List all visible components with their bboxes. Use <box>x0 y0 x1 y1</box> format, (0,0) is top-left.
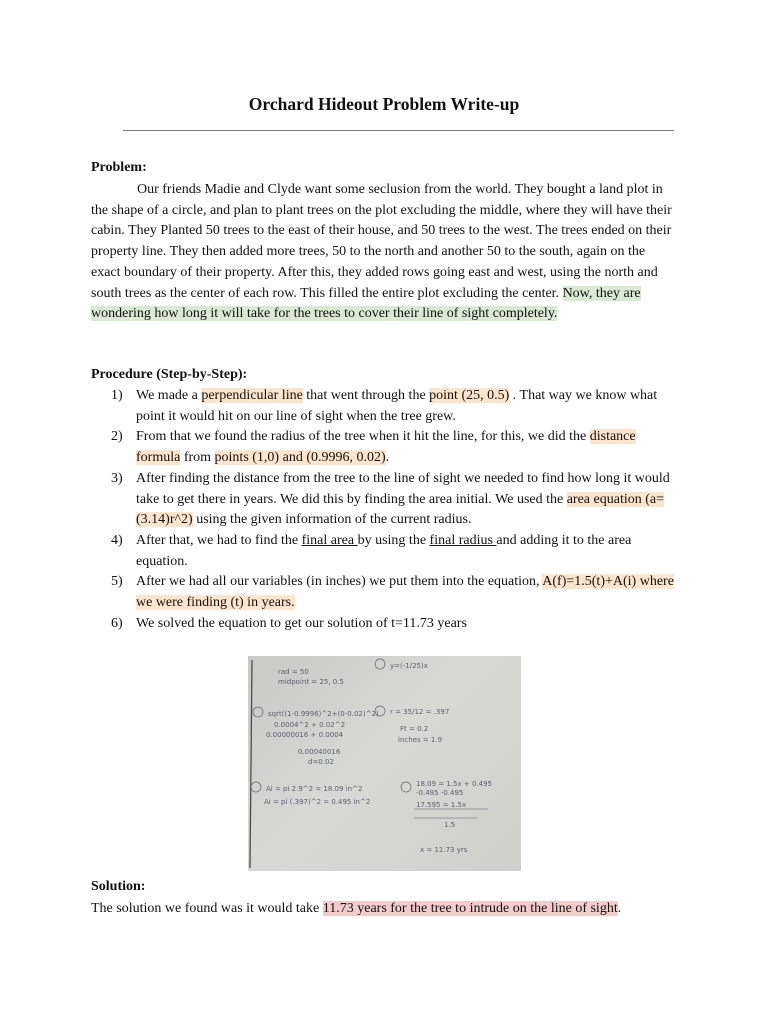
note-line: 1.5 <box>444 821 456 829</box>
note-line: d=0.02 <box>308 758 334 766</box>
solution-paragraph <box>91 899 691 920</box>
step-item <box>91 531 676 572</box>
note-line: y=(-1/25)x <box>390 662 428 670</box>
note-line: Ai = pi (.397)^2 = 0.495 in^2 <box>264 798 371 806</box>
step-text: by using the <box>357 532 430 548</box>
step-highlight: area equation (a=(3.14)r^2) <box>136 491 665 528</box>
note-line: midpoint = 25, 0.5 <box>278 678 344 686</box>
step-text: and adding it to the area equation. <box>136 532 632 569</box>
problem-question-highlight: Now, they are wondering how long it will take for the trees to cover their line of sight completely. <box>91 285 641 322</box>
step-underline: final area <box>301 532 358 548</box>
step-highlight: perpendicular line <box>201 388 303 403</box>
note-line: 0.00000016 + 0.0004 <box>266 731 344 739</box>
photo-edge-mark <box>250 660 252 868</box>
solution-highlight: 11.73 years for the tree to intrude on the line of sight <box>322 901 618 916</box>
note-line: x = 11.73 yrs <box>420 846 468 854</box>
step-number: 6) <box>111 615 123 631</box>
step-text: that went through the <box>302 388 430 403</box>
step-marker-icon <box>253 707 263 717</box>
note-line: rad = 50 <box>278 668 309 676</box>
step-number: 3) <box>111 470 123 486</box>
step-highlight: distance formula <box>136 429 636 466</box>
step-number: 5) <box>111 574 123 590</box>
step-text: from <box>180 450 215 466</box>
step-item <box>91 469 676 531</box>
step-number: 2) <box>111 429 123 445</box>
note-line: Ai = pi 2.9^2 = 18.09 in^2 <box>266 785 363 793</box>
note-line: 18.09 = 1.5x + 0.495 <box>416 780 492 788</box>
step-number: 1) <box>111 388 123 403</box>
step-text: We solved the equation to get our solution of t=11.73 years <box>136 615 467 631</box>
step-text: . <box>385 450 390 466</box>
step-text: We made a <box>136 388 202 403</box>
step-item <box>91 386 676 427</box>
step-item <box>91 427 676 468</box>
note-line: -0.495 -0.495 <box>416 789 464 797</box>
note-line: inches = 1.9 <box>398 736 443 744</box>
step-highlight: points (1,0) and (0.9996, 0.02) <box>214 450 386 466</box>
page-title: Orchard Hideout Problem Write-up <box>248 94 520 114</box>
note-line: Ft = 0.2 <box>400 725 429 733</box>
step-marker-icon <box>375 659 385 669</box>
step-text: After that, we had to find the <box>136 532 302 548</box>
solution-text: The solution we found was it would take <box>91 901 323 916</box>
solution-end: . <box>617 901 622 916</box>
step-text: After we had all our variables (in inches) we put them into the equation, <box>136 574 543 590</box>
step-item <box>91 572 676 613</box>
step-highlight: A(f)=1.5(t)+A(i) where we were finding (t) in years. <box>136 574 674 611</box>
note-line: sqrt((1-0.9996)^2+(0-0.02)^2) <box>268 710 379 718</box>
problem-heading: Problem: <box>91 160 147 175</box>
title-divider <box>123 130 674 131</box>
step-text: using the given information of the current radius. <box>192 512 472 528</box>
step-item <box>91 614 676 635</box>
step-marker-icon <box>251 782 261 792</box>
step-underline: final radius <box>429 532 497 548</box>
step-marker-icon <box>401 782 411 792</box>
step-text: From that we found the radius of the tree when it hit the line, for this, we did the <box>136 429 590 445</box>
step-text: After finding the distance from the tree to the line of sight we needed to find how long it would take to get there in years. We did this by finding the area initial. We used the <box>136 470 670 507</box>
problem-text: Our friends Madie and Clyde want some seclusion from the world. They bought a land plot in the shape of a circle, and plan to plant trees on the plot excluding the middle, where they will have their cabin. They Planted 50 trees to the east of their house, and 50 trees to the west. The trees ended on their property line. They then added more trees, 50 to the north and another 50 to the south, again on the exact boundary of their property. After this, they added rows going east and west, using the north and south trees as the center of each row. This filled the entire plot excluding the center. <box>91 182 672 301</box>
handwritten-work-photo <box>248 656 521 871</box>
step-text: . That way we know what point it would hit on our line of sight when the tree grew. <box>136 388 658 424</box>
note-line: 0.0004^2 + 0.02^2 <box>274 721 346 729</box>
handwritten-notes <box>248 656 521 871</box>
step-number: 4) <box>111 532 123 548</box>
note-line: r = 35/12 = .397 <box>390 708 450 716</box>
procedure-steps <box>91 386 676 634</box>
step-highlight: point (25, 0.5) <box>429 388 510 403</box>
note-line: 0.00040016 <box>298 748 341 756</box>
problem-paragraph <box>91 180 676 325</box>
note-line: 17.595 = 1.5x <box>416 801 467 809</box>
solution-heading: Solution: <box>91 879 146 894</box>
procedure-heading: Procedure (Step-by-Step): <box>91 367 248 382</box>
